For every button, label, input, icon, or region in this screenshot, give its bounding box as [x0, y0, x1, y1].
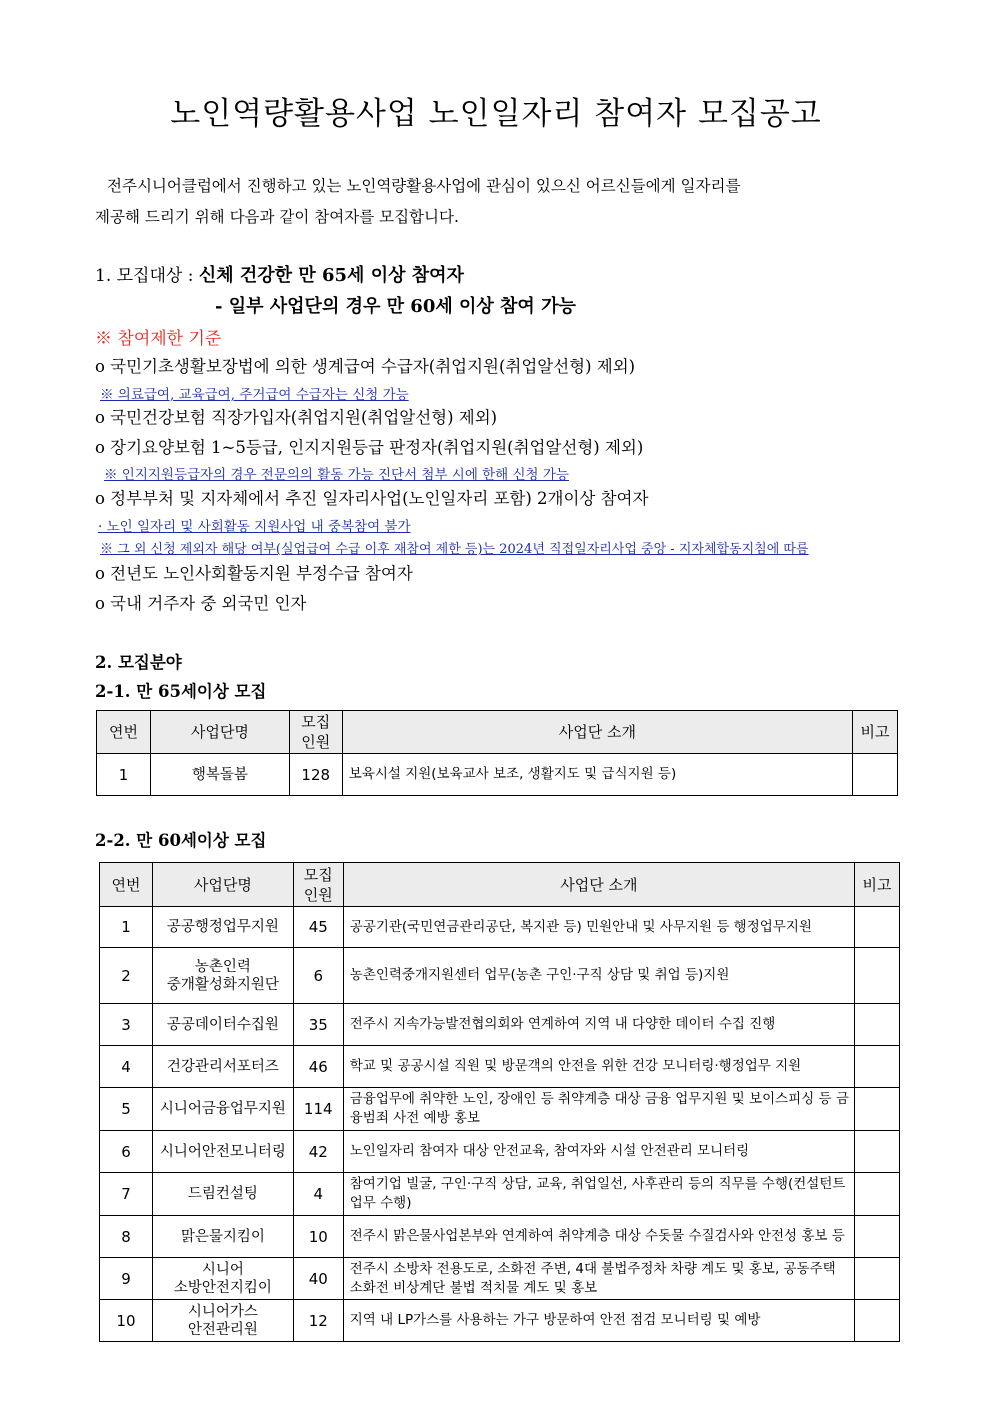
table-row	[100, 948, 900, 1004]
cell-note	[855, 1004, 900, 1046]
restrict-note-4: ※ 그 외 신청 제외자 해당 여부(실업급여 수급 이후 재참여 제한 등)는 2024년 직접일자리사업 중앙 - 지자체합동지침에 따름	[100, 542, 809, 557]
cell-count: 40	[293, 1258, 343, 1300]
table-row	[100, 1216, 900, 1258]
cell-no: 5	[100, 1088, 153, 1131]
cell-no: 2	[100, 948, 153, 1004]
table-header-row	[97, 711, 898, 754]
cell-note	[853, 754, 898, 796]
target-main: 신체 건강한 만 65세 이상 참여자	[198, 265, 464, 286]
table-row	[100, 1046, 900, 1088]
restrict-item-1: o 국민기초생활보장법에 의한 생계급여 수급자(취업지원(취업알선형) 제외)	[95, 357, 636, 376]
cell-name: 맑은물지킴이	[152, 1216, 293, 1258]
cell-no: 7	[100, 1173, 153, 1216]
col-count-line1: 모집	[303, 865, 333, 884]
col-count-line2: 인원	[303, 885, 333, 904]
cell-count: 4	[293, 1173, 343, 1216]
cell-no: 9	[100, 1258, 153, 1300]
cell-name-line: 시니어가스	[187, 1303, 258, 1320]
cell-note	[855, 1046, 900, 1088]
table-row	[100, 1131, 900, 1173]
cell-count: 35	[293, 1004, 343, 1046]
cell-desc: 전주시 맑은물사업본부와 연계하여 취약계층 대상 수돗물 수질검사와 안전성 홍보 등	[343, 1216, 854, 1258]
section1-heading-label: 1. 모집대상 :	[95, 266, 194, 286]
table-60plus	[99, 862, 900, 1342]
cell-name: 시니어안전모니터링	[152, 1131, 293, 1173]
cell-count: 45	[293, 907, 343, 948]
cell-count: 114	[293, 1088, 343, 1131]
cell-desc: 금융업무에 취약한 노인, 장애인 등 취약계층 대상 금융 업무지원 및 보이스피싱 등 금융범죄 사전 예방 홍보	[343, 1088, 854, 1131]
table-row	[97, 754, 898, 796]
page-title: 노인역량활용사업 노인일자리 참여자 모집공고	[170, 96, 822, 132]
col-note: 비고	[853, 711, 898, 754]
section2-sub2: 2-2. 만 60세이상 모집	[95, 831, 267, 850]
cell-note	[855, 1131, 900, 1173]
col-count	[293, 863, 343, 907]
cell-no: 1	[100, 907, 153, 948]
restrict-item-3: o 장기요양보험 1~5등급, 인지지원등급 판정자(취업지원(취업알선형) 제외)	[95, 438, 644, 457]
cell-desc: 농촌인력중개지원센터 업무(농촌 구인·구직 상담 및 취업 등)지원	[343, 948, 854, 1004]
restrict-item-6: o 국내 거주자 중 외국민 인자	[95, 594, 307, 613]
cell-no: 3	[100, 1004, 153, 1046]
col-name: 사업단명	[150, 711, 289, 754]
col-name: 사업단명	[152, 863, 293, 907]
cell-desc: 학교 및 공공시설 직원 및 방문객의 안전을 위한 건강 모니터링·행정업무 지원	[343, 1046, 854, 1088]
cell-note	[855, 907, 900, 948]
table-header-row	[100, 863, 900, 907]
cell-name-line: 시니어	[201, 1261, 244, 1278]
cell-desc: 보육시설 지원(보육교사 보조, 생활지도 및 급식지원 등)	[342, 754, 852, 796]
cell-no: 6	[100, 1131, 153, 1173]
cell-count: 128	[289, 754, 342, 796]
cell-name-line: 중개활성화지원단	[166, 976, 279, 993]
intro-line-1: 전주시니어클럽에서 진행하고 있는 노인역량활용사업에 관심이 있으신 어르신들에게 일자리를	[107, 177, 741, 195]
cell-note	[855, 1258, 900, 1300]
table-60plus-body	[100, 907, 900, 1342]
cell-count: 6	[293, 948, 343, 1004]
cell-name: 건강관리서포터즈	[152, 1046, 293, 1088]
cell-no: 8	[100, 1216, 153, 1258]
col-count-line2: 인원	[301, 733, 331, 751]
cell-note	[855, 948, 900, 1004]
target-sub: - 일부 사업단의 경우 만 60세 이상 참여 가능	[215, 296, 576, 317]
intro-line-2: 제공해 드리기 위해 다음과 같이 참여자를 모집합니다.	[95, 208, 459, 226]
table-row	[100, 1004, 900, 1046]
section2-sub1: 2-1. 만 65세이상 모집	[95, 682, 267, 701]
cell-name	[152, 1258, 293, 1300]
cell-name-line: 농촌인력	[194, 958, 251, 975]
cell-count: 10	[293, 1216, 343, 1258]
cell-desc: 지역 내 LP가스를 사용하는 가구 방문하여 안전 점검 모니터링 및 예방	[343, 1300, 854, 1342]
col-count	[289, 711, 342, 754]
restrict-item-4: o 정부부처 및 지자체에서 추진 일자리사업(노인일자리 포함) 2개이상 참여자	[95, 489, 649, 508]
cell-desc: 참여기업 빌굴, 구인·구직 상담, 교육, 취업일선, 사후관리 등의 직무를 수행(컨설턴트 업무 수행)	[343, 1173, 854, 1216]
cell-name	[152, 1300, 293, 1342]
cell-desc: 전주시 소방차 전용도로, 소화전 주변, 4대 불법주정차 차량 계도 및 홍보, 공동주택 소화전 비상계단 불법 적치물 계도 및 홍보	[343, 1258, 854, 1300]
cell-note	[855, 1300, 900, 1342]
cell-note	[855, 1173, 900, 1216]
col-intro: 사업단 소개	[343, 863, 854, 907]
section1-heading	[95, 261, 464, 287]
cell-name: 드림컨설팅	[152, 1173, 293, 1216]
cell-name-line: 안전관리원	[187, 1321, 258, 1338]
col-no: 연번	[100, 863, 153, 907]
cell-count: 12	[293, 1300, 343, 1342]
cell-desc: 노인일자리 참여자 대상 안전교육, 참여자와 시설 안전관리 모니터링	[343, 1131, 854, 1173]
restrict-note-2: ※ 인지지원등급자의 경우 전문의의 활동 가능 진단서 첨부 시에 한해 신청 가능	[104, 467, 569, 483]
table-65plus-body	[97, 754, 898, 796]
cell-no: 4	[100, 1046, 153, 1088]
table-row	[100, 907, 900, 948]
cell-name: 시니어금융업무지원	[152, 1088, 293, 1131]
restrict-note-3: · 노인 일자리 및 사회활동 지원사업 내 중복참여 불가	[98, 519, 411, 535]
cell-note	[855, 1216, 900, 1258]
col-intro: 사업단 소개	[342, 711, 852, 754]
col-no: 연번	[97, 711, 151, 754]
cell-count: 42	[293, 1131, 343, 1173]
restrict-item-2: o 국민건강보험 직장가입자(취업지원(취업알선형) 제외)	[95, 408, 498, 427]
col-note: 비고	[855, 863, 900, 907]
restrict-title: ※ 참여제한 기준	[95, 329, 222, 349]
cell-no: 1	[97, 754, 151, 796]
table-row	[100, 1173, 900, 1216]
cell-desc: 공공기관(국민연금관리공단, 복지관 등) 민원안내 및 사무지원 등 행정업무지원	[343, 907, 854, 948]
cell-name: 공공데이터수집원	[152, 1004, 293, 1046]
cell-note	[855, 1088, 900, 1131]
cell-name: 행복돌봄	[150, 754, 289, 796]
table-65plus	[96, 710, 898, 796]
cell-name	[152, 948, 293, 1004]
restrict-note-1: ※ 의료급여, 교육급여, 주거급여 수급자는 신청 가능	[100, 387, 409, 403]
table-row	[100, 1300, 900, 1342]
section2-heading: 2. 모집분야	[95, 653, 182, 672]
cell-desc: 전주시 지속가능발전협의회와 연계하여 지역 내 다양한 데이터 수집 진행	[343, 1004, 854, 1046]
cell-count: 46	[293, 1046, 343, 1088]
table-row	[100, 1088, 900, 1131]
cell-no: 10	[100, 1300, 153, 1342]
intro-paragraph	[95, 171, 900, 233]
cell-name-line: 소방안전지킴이	[173, 1279, 272, 1296]
table-row	[100, 1258, 900, 1300]
col-count-line1: 모집	[301, 713, 331, 731]
restrict-item-5: o 전년도 노인사회활동지원 부정수급 참여자	[95, 564, 413, 583]
cell-name: 공공행정업무지원	[152, 907, 293, 948]
